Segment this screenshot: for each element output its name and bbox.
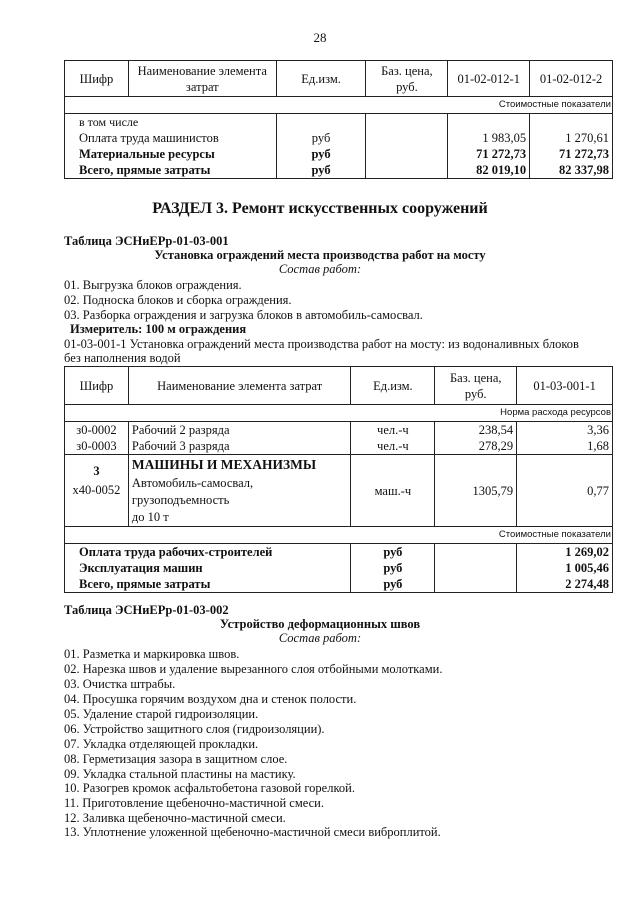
- table-id-01-03-001: Таблица ЭСНиЕРр-01-03-001: [64, 234, 229, 248]
- block2-title: Устройство деформационных швов: [219, 617, 421, 631]
- work-item: 10. Разогрев кромок асфальтобетона газовой горелкой.: [64, 781, 355, 795]
- section-title: РАЗДЕЛ 3. Ремонт искусственных сооружений: [152, 200, 488, 217]
- table-row: Материальные ресурсы руб 71 272,73 71 272,73: [65, 146, 613, 162]
- meter: Измеритель: 100 м ограждения: [70, 322, 247, 336]
- block1-works-label: Состав работ:: [278, 262, 362, 276]
- work-item: 06. Устройство защитного слоя (гидроизоляции).: [64, 722, 325, 736]
- work-item: 02. Нарезка швов и удаление вырезанного слоя отбойными молотками.: [64, 662, 443, 676]
- section-label: Стоимостные показатели: [65, 97, 613, 114]
- page-number: 28: [313, 30, 327, 45]
- desc-line-1: 01-03-001-1 Установка ограждений места производства работ на мосту: из водоналивных блоков: [64, 337, 579, 351]
- machines-row: 3 х40-0052 МАШИНЫ И МЕХАНИЗМЫ Автомобиль-самосвал, грузоподъемность до 10 т маш.-ч 1305,79 0,77: [65, 455, 613, 527]
- table-row: в том числе: [65, 114, 613, 131]
- desc-line-2: без наполнения водой: [64, 351, 181, 365]
- work-item: 01. Разметка и маркировка швов.: [64, 647, 240, 661]
- work-item: 11. Приготовление щебеночно-мастичной смеси.: [64, 796, 324, 810]
- cost-label: Стоимостные показатели: [65, 527, 613, 544]
- group-code: 3: [93, 464, 100, 478]
- table-row: Оплата труда рабочих-строителей руб 1 269,02: [65, 544, 613, 561]
- header-code: Шифр: [65, 367, 129, 405]
- table-row: з0-0003 Рабочий 3 разряда чел.-ч 278,29 1,68: [65, 438, 613, 455]
- header-price: Баз. цена, руб.: [435, 367, 517, 405]
- cost-table-01-02-012: [64, 60, 613, 179]
- work-item: 05. Удаление старой гидроизоляции.: [64, 707, 259, 721]
- work-item: 12. Заливка щебеночно-мастичной смеси.: [64, 811, 286, 825]
- work-item: 04. Просушка горячим воздухом дна и стенок полости.: [64, 692, 357, 706]
- work-item: 02. Подноска блоков и сборка ограждения.: [64, 293, 292, 307]
- table-row: Всего, прямые затраты руб 2 274,48: [65, 576, 613, 593]
- resource-table-01-03-001: [64, 366, 613, 593]
- work-item: 03. Разборка ограждения и загрузка блоков в автомобиль-самосвал.: [64, 308, 423, 322]
- header-name: Наименование элемента затрат: [128, 61, 276, 97]
- header-unit: Ед.изм.: [276, 61, 366, 97]
- machine-name: Автомобиль-самосвал, грузоподъемность: [131, 476, 254, 507]
- work-item: 01. Выгрузка блоков ограждения.: [64, 278, 242, 292]
- work-item: 13. Уплотнение уложенной щебеночно-мастичной смеси виброплитой.: [64, 825, 441, 839]
- norm-label: Норма расхода ресурсов: [65, 405, 613, 422]
- header-col-1: 01-02-012-1: [448, 61, 530, 97]
- work-item: 08. Герметизация зазора в защитном слое.: [64, 752, 288, 766]
- block2-works-label: Состав работ:: [278, 631, 362, 645]
- work-item: 03. Очистка штрабы.: [64, 677, 176, 691]
- header-col-2: 01-02-012-2: [530, 61, 613, 97]
- table-row: з0-0002 Рабочий 2 разряда чел.-ч 238,54 3,36: [65, 422, 613, 439]
- header-col-1: 01-03-001-1: [517, 367, 613, 405]
- machine-name-cont: до 10 т: [131, 510, 169, 524]
- table-row: Всего, прямые затраты руб 82 019,10 82 337,98: [65, 162, 613, 179]
- machine-code: х40-0052: [72, 483, 121, 497]
- header-name: Наименование элемента затрат: [128, 367, 351, 405]
- block1-title: Установка ограждений места производства работ на мосту: [154, 248, 486, 262]
- header-code: Шифр: [65, 61, 129, 97]
- header-price: Баз. цена, руб.: [366, 61, 448, 97]
- work-item: 07. Укладка отделяющей прокладки.: [64, 737, 259, 751]
- header-unit: Ед.изм.: [351, 367, 435, 405]
- table-id-01-03-002: Таблица ЭСНиЕРр-01-03-002: [64, 603, 229, 617]
- work-item: 09. Укладка стальной пластины на мастику.: [64, 767, 296, 781]
- group-name: МАШИНЫ И МЕХАНИЗМЫ: [131, 457, 317, 472]
- table-row: Эксплуатация машин руб 1 005,46: [65, 560, 613, 576]
- table-row: Оплата труда машинистов руб 1 983,05 1 270,61: [65, 130, 613, 146]
